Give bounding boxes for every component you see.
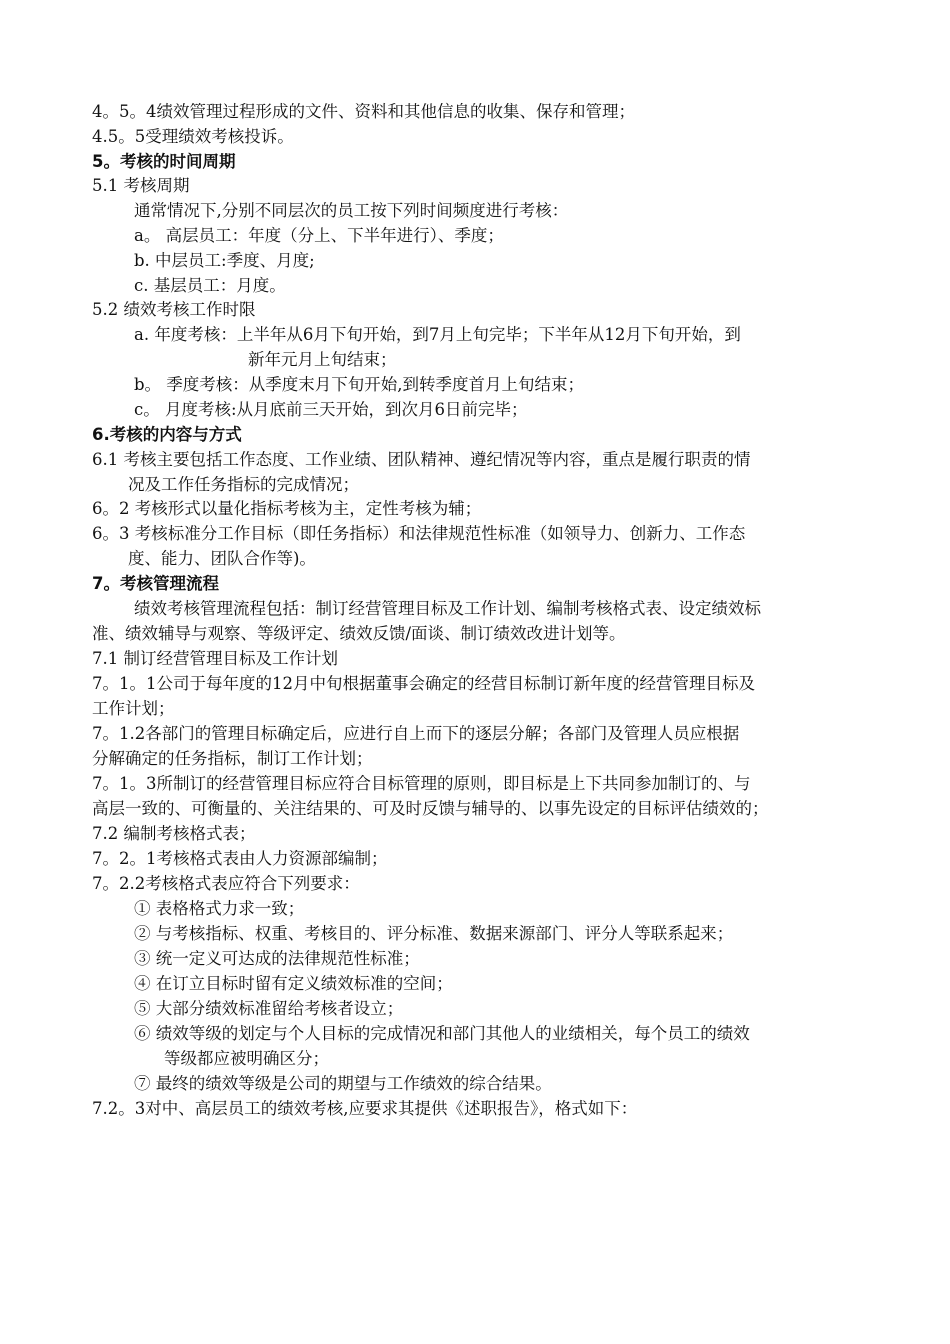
list-item-5: ⑤ 大部分绩效标准留给考核者设立；	[134, 999, 404, 1018]
clause-7-2-1: 7。2。1考核格式表由人力资源部编制；	[92, 849, 388, 868]
list-item-b: b。 季度考核：从季度末月下旬开始,到转季度首月上旬结束；	[134, 375, 585, 394]
list-item-continuation: 等级都应被明确区分；	[164, 1049, 329, 1068]
list-item-3: ③ 统一定义可达成的法律规范性标准；	[134, 949, 420, 968]
clause-4-5-4: 4。5。4绩效管理过程形成的文件、资料和其他信息的收集、保存和管理；	[92, 102, 635, 121]
clause-7-2-3: 7.2。3对中、高层员工的绩效考核,应要求其提供《述职报告》，格式如下：	[92, 1099, 638, 1118]
clause-5-1: 5.1 考核周期	[92, 176, 190, 195]
clause-4-5-5: 4.5。5受理绩效考核投诉。	[92, 127, 294, 146]
clause-7-1-2: 7。1.2各部门的管理目标确定后，应进行自上而下的逐层分解；各部门及管理人员应根据	[92, 724, 740, 743]
paragraph-text: 通常情况下,分别不同层次的员工按下列时间频度进行考核：	[134, 201, 569, 220]
list-item-a: a. 年度考核：上半年从6月下旬开始，到7月上旬完毕；下半年从12月下旬开始，到	[134, 325, 741, 344]
list-item-continuation: 新年元月上旬结束；	[248, 350, 397, 369]
clause-7-1: 7.1 制订经营管理目标及工作计划	[92, 649, 338, 668]
clause-5-2: 5.2 绩效考核工作时限	[92, 300, 256, 319]
section-6-heading: 6.考核的内容与方式	[92, 425, 242, 444]
clause-continuation: 况及工作任务指标的完成情况；	[128, 475, 359, 494]
list-item-b: b. 中层员工:季度、月度;	[134, 251, 315, 270]
list-item-2: ② 与考核指标、权重、考核目的、评分标准、数据来源部门、评分人等联系起来；	[134, 924, 734, 943]
section-5-heading: 5。考核的时间周期	[92, 152, 236, 171]
paragraph-text: 绩效考核管理流程包括：制订经营管理目标及工作计划、编制考核格式表、设定绩效标	[134, 599, 761, 618]
clause-6-1: 6.1 考核主要包括工作态度、工作业绩、团队精神、遵纪情况等内容，重点是履行职责的情	[92, 450, 751, 469]
list-item-c: c。 月度考核:从月底前三天开始，到次月6日前完毕；	[134, 400, 528, 419]
clause-continuation: 工作计划；	[92, 699, 175, 718]
list-item-a: a。 高层员工：年度（分上、下半年进行）、季度；	[134, 226, 504, 245]
clause-continuation: 高层一致的、可衡量的、关注结果的、可及时反馈与辅导的、以事先设定的目标评估绩效的；	[92, 799, 769, 818]
list-item-c: c. 基层员工：月度。	[134, 276, 286, 295]
clause-7-2-2: 7。2.2考核格式表应符合下列要求：	[92, 874, 360, 893]
list-item-1: ① 表格格式力求一致；	[134, 899, 305, 918]
list-item-6: ⑥ 绩效等级的划定与个人目标的完成情况和部门其他人的业绩相关，每个员工的绩效	[134, 1024, 750, 1043]
clause-6-2: 6。2 考核形式以量化指标考核为主，定性考核为辅；	[92, 499, 482, 518]
list-item-4: ④ 在订立目标时留有定义绩效标准的空间；	[134, 974, 453, 993]
clause-continuation: 分解确定的任务指标，制订工作计划；	[92, 749, 373, 768]
clause-7-1-3: 7。1。3所制订的经营管理目标应符合目标管理的原则，即目标是上下共同参加制订的、与	[92, 774, 751, 793]
clause-continuation: 度、能力、团队合作等)。	[128, 549, 316, 568]
list-item-7: ⑦ 最终的绩效等级是公司的期望与工作绩效的综合结果。	[134, 1074, 552, 1093]
clause-6-3: 6。3 考核标准分工作目标（即任务指标）和法律规范性标准（如领导力、创新力、工作态	[92, 524, 746, 543]
clause-7-1-1: 7。1。1公司于每年度的12月中旬根据董事会确定的经营目标制订新年度的经营管理目标及	[92, 674, 755, 693]
paragraph-continuation: 准、绩效辅导与观察、等级评定、绩效反馈/面谈、制订绩效改进计划等。	[92, 624, 626, 643]
clause-7-2: 7.2 编制考核格式表；	[92, 824, 256, 843]
section-7-heading: 7。考核管理流程	[92, 574, 219, 593]
